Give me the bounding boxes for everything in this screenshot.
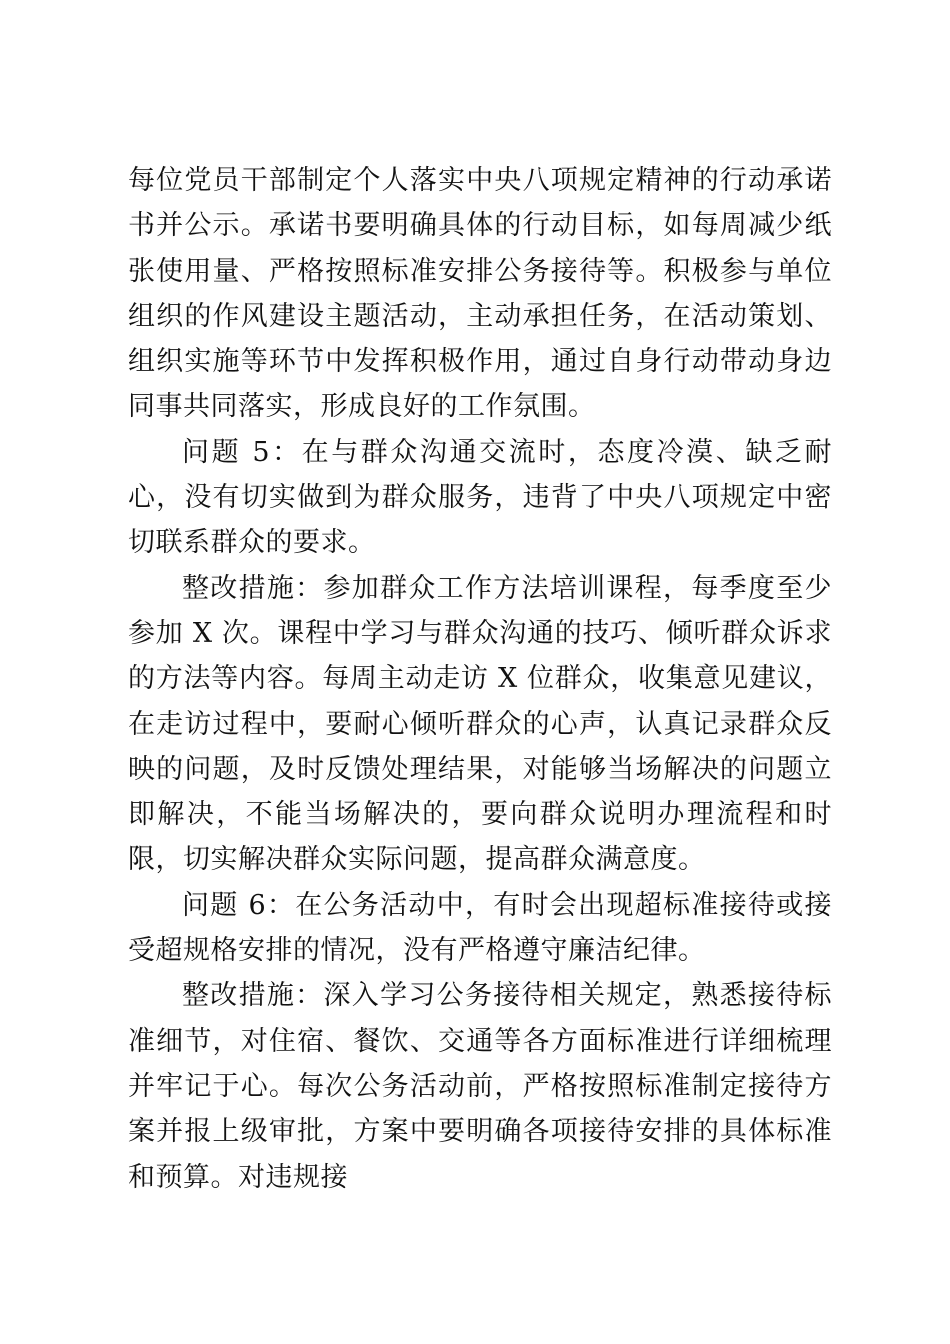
paragraph-commitment: 每位党员干部制定个人落实中央八项规定精神的行动承诺书并公示。承诺书要明确具体的行动目标，如每周减少纸张使用量、严格按照标准安排公务接待等。积极参与单位组织的作风建设主题活动，主动承担任务，在活动策划、组织实施等环节中发挥积极作用，通过自身行动带动身边同事共同落实，形成良好的工作氛围。	[128, 165, 832, 423]
paragraph-measure-6: 整改措施：深入学习公务接待相关规定，熟悉接待标准细节，对住宿、餐饮、交通等各方面标准进行详细梳理并牢记于心。每次公务活动前，严格按照标准制定接待方案并报上级审批，方案中要明确各项接待安排的具体标准和预算。对违规接	[128, 980, 832, 1193]
paragraph-problem-6: 问题 6：在公务活动中，有时会出现超标准接待或接受超规格安排的情况，没有严格遵守廉洁纪律。	[128, 889, 832, 967]
paragraph-measure-5: 整改措施：参加群众工作方法培训课程，每季度至少参加 X 次。课程中学习与群众沟通的技巧、倾听群众诉求的方法等内容。每周主动走访 X 位群众，收集意见建议，在走访过程中，要耐心倾听群众的心声，认真记录群众反映的问题，及时反馈处理结果，对能够当场解决的问题立即解决，不能当场解决的，要向群众说明办理流程和时限，切实解决群众实际问题，提高群众满意度。	[128, 572, 832, 876]
paragraph-problem-5: 问题 5：在与群众沟通交流时，态度冷漠、缺乏耐心，没有切实做到为群众服务，违背了中央八项规定中密切联系群众的要求。	[128, 436, 832, 559]
document-body	[128, 158, 832, 1200]
